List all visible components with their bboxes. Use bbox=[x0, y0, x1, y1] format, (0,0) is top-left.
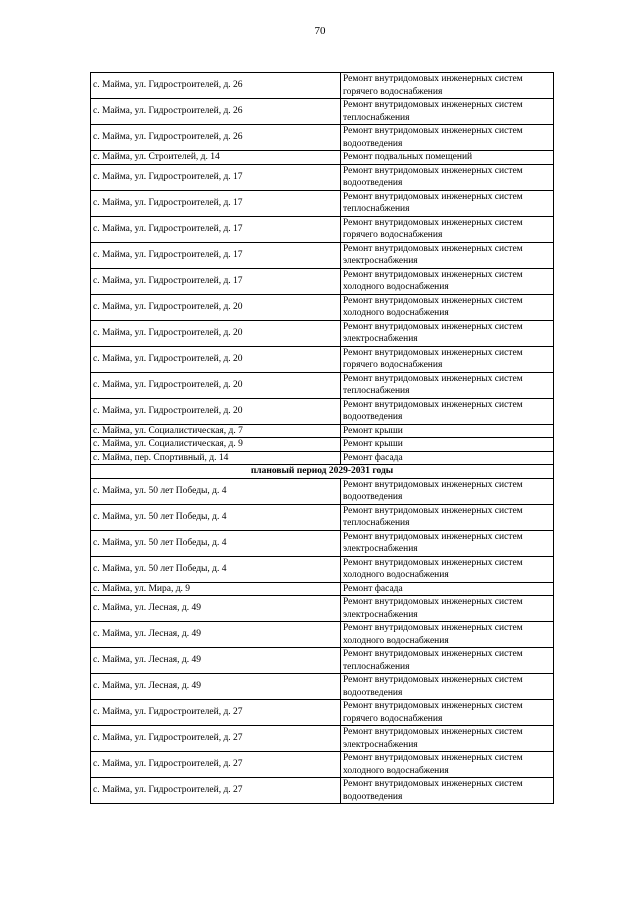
address-cell: с. Майма, ул. Гидростроителей, д. 26 bbox=[91, 125, 341, 151]
table-row bbox=[91, 294, 554, 320]
work-type-cell: Ремонт внутридомовых инженерных систем электроснабжения bbox=[341, 320, 554, 346]
work-type-cell: Ремонт внутридомовых инженерных систем электроснабжения bbox=[341, 242, 554, 268]
work-type-cell: Ремонт внутридомовых инженерных систем электроснабжения bbox=[341, 726, 554, 752]
work-type-cell: Ремонт внутридомовых инженерных систем горячего водоснабжения bbox=[341, 346, 554, 372]
address-cell: с. Майма, ул. Лесная, д. 49 bbox=[91, 622, 341, 648]
address-cell: с. Майма, ул. Социалистическая, д. 7 bbox=[91, 424, 341, 438]
address-cell: с. Майма, ул. Гидростроителей, д. 17 bbox=[91, 242, 341, 268]
table-row bbox=[91, 778, 554, 804]
table-row bbox=[91, 752, 554, 778]
table-row bbox=[91, 726, 554, 752]
work-type-cell: Ремонт внутридомовых инженерных систем горячего водоснабжения bbox=[341, 216, 554, 242]
address-cell: с. Майма, ул. Гидростроителей, д. 20 bbox=[91, 294, 341, 320]
table-row bbox=[91, 346, 554, 372]
page-number: 70 bbox=[314, 25, 326, 37]
table-row bbox=[91, 73, 554, 99]
work-type-cell: Ремонт внутридомовых инженерных систем водоотведения bbox=[341, 398, 554, 424]
address-cell: с. Майма, ул. Гидростроителей, д. 26 bbox=[91, 73, 341, 99]
address-cell: с. Майма, ул. Гидростроителей, д. 17 bbox=[91, 216, 341, 242]
table-row bbox=[91, 320, 554, 346]
work-type-cell: Ремонт внутридомовых инженерных систем теплоснабжения bbox=[341, 99, 554, 125]
table-row bbox=[91, 438, 554, 452]
table-row bbox=[91, 372, 554, 398]
work-type-cell: Ремонт внутридомовых инженерных систем водоотведения bbox=[341, 125, 554, 151]
table-row bbox=[91, 530, 554, 556]
address-cell: с. Майма, ул. 50 лет Победы, д. 4 bbox=[91, 530, 341, 556]
table-row bbox=[91, 216, 554, 242]
repair-schedule-table bbox=[90, 72, 554, 804]
work-type-cell: Ремонт внутридомовых инженерных систем холодного водоснабжения bbox=[341, 752, 554, 778]
address-cell: с. Майма, ул. Гидростроителей, д. 27 bbox=[91, 778, 341, 804]
table-row bbox=[91, 700, 554, 726]
table-row bbox=[91, 242, 554, 268]
work-type-cell: Ремонт внутридомовых инженерных систем электроснабжения bbox=[341, 530, 554, 556]
address-cell: с. Майма, ул. Гидростроителей, д. 20 bbox=[91, 372, 341, 398]
address-cell: с. Майма, ул. Гидростроителей, д. 20 bbox=[91, 320, 341, 346]
address-cell: с. Майма, ул. Лесная, д. 49 bbox=[91, 674, 341, 700]
work-type-cell: Ремонт внутридомовых инженерных систем теплоснабжения bbox=[341, 190, 554, 216]
table-row bbox=[91, 622, 554, 648]
address-cell: с. Майма, ул. Гидростроителей, д. 17 bbox=[91, 268, 341, 294]
work-type-cell: Ремонт внутридомовых инженерных систем водоотведения bbox=[341, 674, 554, 700]
table-row bbox=[91, 99, 554, 125]
address-cell: с. Майма, ул. Гидростроителей, д. 17 bbox=[91, 164, 341, 190]
address-cell: с. Майма, ул. 50 лет Победы, д. 4 bbox=[91, 556, 341, 582]
work-type-cell: Ремонт внутридомовых инженерных систем холодного водоснабжения bbox=[341, 268, 554, 294]
section-header-row bbox=[91, 465, 554, 479]
table-row bbox=[91, 504, 554, 530]
work-type-cell: Ремонт внутридомовых инженерных систем водоотведения bbox=[341, 164, 554, 190]
work-type-cell: Ремонт внутридомовых инженерных систем холодного водоснабжения bbox=[341, 294, 554, 320]
work-type-cell: Ремонт внутридомовых инженерных систем водоотведения bbox=[341, 478, 554, 504]
work-type-cell: Ремонт подвальных помещений bbox=[341, 151, 554, 165]
table-row bbox=[91, 164, 554, 190]
table-row bbox=[91, 596, 554, 622]
table-row bbox=[91, 190, 554, 216]
address-cell: с. Майма, ул. Социалистическая, д. 9 bbox=[91, 438, 341, 452]
address-cell: с. Майма, ул. Гидростроителей, д. 27 bbox=[91, 700, 341, 726]
section-title: плановый период 2029-2031 годы bbox=[91, 465, 554, 479]
address-cell: с. Майма, ул. Гидростроителей, д. 20 bbox=[91, 398, 341, 424]
address-cell: с. Майма, ул. Гидростроителей, д. 27 bbox=[91, 726, 341, 752]
work-type-cell: Ремонт фасада bbox=[341, 582, 554, 596]
work-type-cell: Ремонт внутридомовых инженерных систем горячего водоснабжения bbox=[341, 73, 554, 99]
work-type-cell: Ремонт внутридомовых инженерных систем теплоснабжения bbox=[341, 504, 554, 530]
address-cell: с. Майма, ул. 50 лет Победы, д. 4 bbox=[91, 504, 341, 530]
work-type-cell: Ремонт внутридомовых инженерных систем холодного водоснабжения bbox=[341, 622, 554, 648]
address-cell: с. Майма, ул. Лесная, д. 49 bbox=[91, 648, 341, 674]
work-type-cell: Ремонт внутридомовых инженерных систем водоотведения bbox=[341, 778, 554, 804]
address-cell: с. Майма, ул. Гидростроителей, д. 26 bbox=[91, 99, 341, 125]
work-type-cell: Ремонт крыши bbox=[341, 424, 554, 438]
work-type-cell: Ремонт внутридомовых инженерных систем теплоснабжения bbox=[341, 372, 554, 398]
work-type-cell: Ремонт внутридомовых инженерных систем холодного водоснабжения bbox=[341, 556, 554, 582]
table-body bbox=[91, 73, 554, 804]
address-cell: с. Майма, ул. Гидростроителей, д. 27 bbox=[91, 752, 341, 778]
address-cell: с. Майма, ул. Лесная, д. 49 bbox=[91, 596, 341, 622]
table-row bbox=[91, 648, 554, 674]
table-row bbox=[91, 151, 554, 165]
work-type-cell: Ремонт внутридомовых инженерных систем горячего водоснабжения bbox=[341, 700, 554, 726]
table-row bbox=[91, 582, 554, 596]
table-row bbox=[91, 674, 554, 700]
work-type-cell: Ремонт фасада bbox=[341, 451, 554, 465]
work-type-cell: Ремонт крыши bbox=[341, 438, 554, 452]
table-row bbox=[91, 125, 554, 151]
table-row bbox=[91, 268, 554, 294]
table-row bbox=[91, 398, 554, 424]
address-cell: с. Майма, ул. Строителей, д. 14 bbox=[91, 151, 341, 165]
address-cell: с. Майма, ул. Мира, д. 9 bbox=[91, 582, 341, 596]
address-cell: с. Майма, ул. Гидростроителей, д. 17 bbox=[91, 190, 341, 216]
table-row bbox=[91, 478, 554, 504]
address-cell: с. Майма, ул. 50 лет Победы, д. 4 bbox=[91, 478, 341, 504]
table-row bbox=[91, 556, 554, 582]
work-type-cell: Ремонт внутридомовых инженерных систем электроснабжения bbox=[341, 596, 554, 622]
address-cell: с. Майма, пер. Спортивный, д. 14 bbox=[91, 451, 341, 465]
address-cell: с. Майма, ул. Гидростроителей, д. 20 bbox=[91, 346, 341, 372]
work-type-cell: Ремонт внутридомовых инженерных систем теплоснабжения bbox=[341, 648, 554, 674]
table-row bbox=[91, 424, 554, 438]
table-row bbox=[91, 451, 554, 465]
